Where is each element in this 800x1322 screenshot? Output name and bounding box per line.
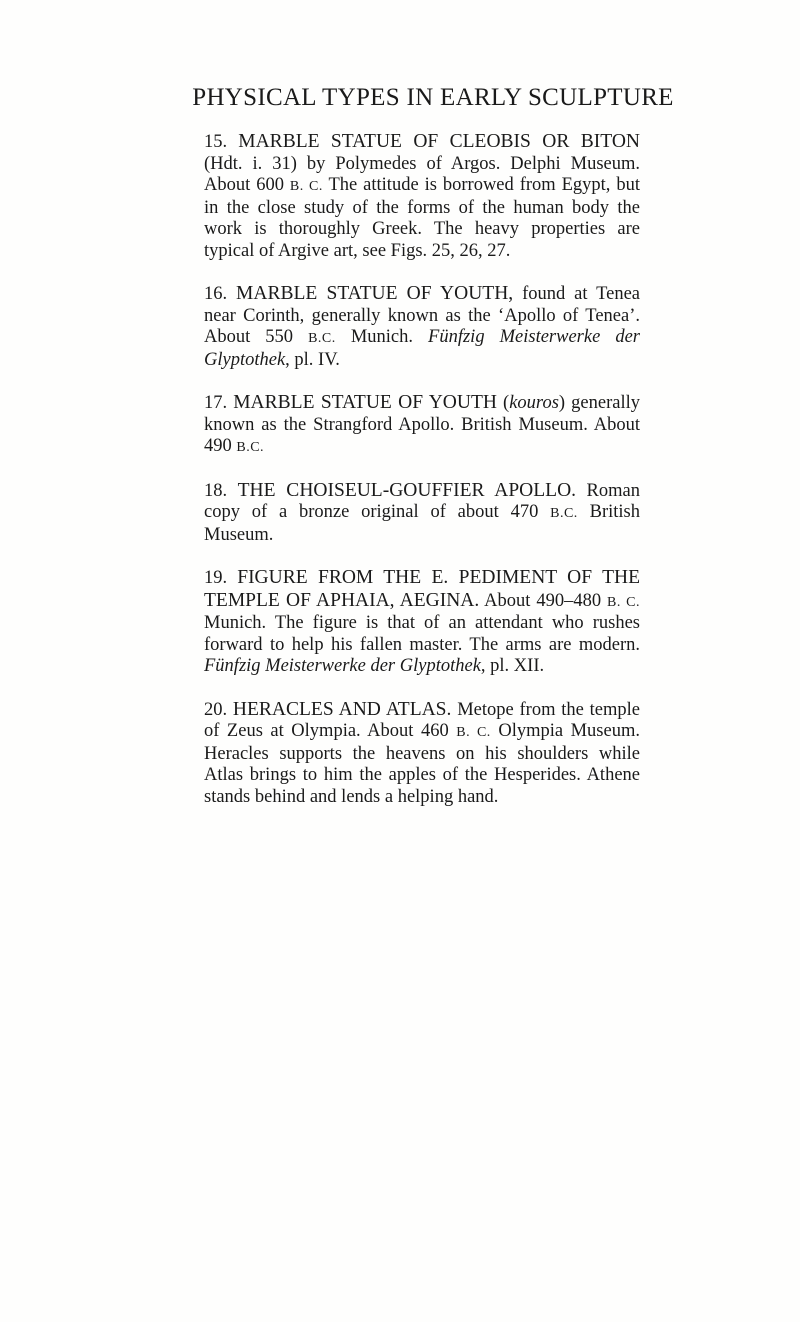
era-label: B. C. xyxy=(289,179,323,194)
entry-20 xyxy=(204,699,640,809)
era-label: B. C. xyxy=(607,594,640,610)
entry-text: British Museum. xyxy=(204,502,640,545)
entry-title: FIGURE FROM THE E. PEDIMENT OF THE TEMPLE OF APHAIA, AEGINA. xyxy=(204,567,640,611)
entry-number: 19. xyxy=(204,568,228,588)
entry-title: HERACLES AND ATLAS. xyxy=(232,698,452,720)
entry-text: Roman copy of a bronze original of about 470 xyxy=(204,480,640,522)
figure-entries xyxy=(204,131,640,829)
entry-18 xyxy=(204,480,640,547)
entry-19 xyxy=(204,567,640,678)
reference-title: Fünfzig Meisterwerke der Glyptothek xyxy=(204,656,481,676)
entry-17 xyxy=(204,392,640,459)
era-label: B. C. xyxy=(456,725,491,740)
reference-title: Fünfzig Meisterwerke der Glyptothek xyxy=(204,327,641,370)
entry-number: 16. xyxy=(204,284,228,304)
entry-15 xyxy=(204,131,640,262)
entry-title: THE CHOISEUL-GOUFFIER APOLLO. xyxy=(237,479,577,501)
entry-text: The attitude is borrowed from Egypt, but in the close study of the forms of the human body the work is thoroughly Greek. The heavy properties are typical of Argive art, see Figs. 25, 26, 27. xyxy=(204,175,640,261)
entry-text: ( xyxy=(496,393,510,413)
entry-text: Munich. The figure is that of an attendant who rushes forward to help his fallen master. The arms are modern. xyxy=(204,613,640,655)
page-title: PHYSICAL TYPES IN EARLY SCULPTURE xyxy=(192,84,674,111)
entry-number: 15. xyxy=(204,132,228,152)
era-label: B.C. xyxy=(236,440,265,455)
entry-text: About 490–480 xyxy=(479,590,608,611)
entry-text: Olympia Museum. Heracles supports the heavens on his shoulders while Atlas brings to him the apples of the Hesperides. Athene stands behind and lends a helping hand. xyxy=(204,721,640,807)
entry-title: MARBLE STATUE OF YOUTH xyxy=(233,392,497,413)
entry-text: , pl. IV. xyxy=(285,349,340,370)
entry-number: 17. xyxy=(204,393,228,413)
entry-number: 18. xyxy=(204,480,228,501)
entry-text: Metope from the temple of Zeus at Olympia. About 460 xyxy=(204,699,640,741)
entry-title: MARBLE STATUE OF YOUTH, xyxy=(236,283,514,304)
entry-text: , pl. XII. xyxy=(480,656,545,676)
entry-text: Munich. xyxy=(335,327,429,347)
entry-title: MARBLE STATUE OF CLEOBIS OR BITON xyxy=(238,131,640,152)
entry-16 xyxy=(204,283,640,371)
entry-text: found at Tenea near Corinth, generally known as the ‘Apollo of Tenea’. About 550 xyxy=(204,284,640,347)
era-label: B.C. xyxy=(308,331,336,346)
greek-term: kouros xyxy=(509,393,559,413)
era-label: B.C. xyxy=(550,506,578,521)
entry-number: 20. xyxy=(204,699,228,720)
entry-text: (Hdt. i. 31) by Polymedes of Argos. Delphi Museum. About 600 xyxy=(204,153,640,195)
entry-text: ) generally known as the Strangford Apollo. British Museum. About 490 xyxy=(204,393,640,456)
